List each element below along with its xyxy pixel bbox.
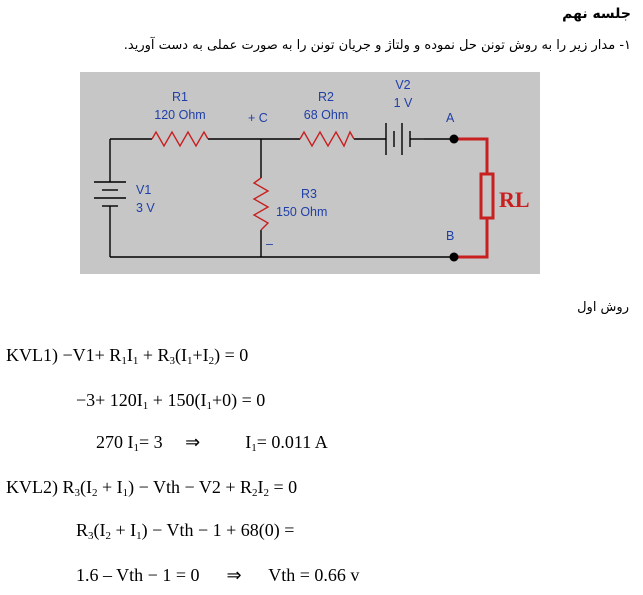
equation-kvl1: $KVL1) -V1+ R_1I_1 + R_3(I_1+I_2) = 0$ [6,345,249,367]
node-a-label: A [446,111,455,125]
equation-kvl1-substituted: $-3+ 120I_1 + 150(I_1+0) = 0$ [76,390,266,412]
kvl2-label: KVL2) [6,477,58,497]
load-label: RL [499,187,530,212]
kvl1-label: KVL1) [6,345,58,365]
node-b-dot [450,253,459,262]
circuit-diagram [80,72,540,274]
r3-name-label: R3 [301,187,317,201]
r2-name-label: R2 [318,90,334,104]
r2-value-label: 68 Ohm [303,108,349,122]
method-title: روش اول [577,300,629,315]
equation-solve-i1: 270 $I_1= 3$ ⇒ $I_1= 0.011$ A [96,432,328,454]
v1-value-label: 3 V [136,201,155,215]
v2-name-label: V2 [395,78,411,92]
equation-kvl2: KVL2) $R_3(I_2 + I_1)$ − Vth − $V2 + R_2I_2 = 0$ [6,477,298,499]
question-text: ۱- مدار زیر را به روش تونن حل نموده و ولتاژ و جریان تونن را به صورت عملی به دست آورید. [123,38,631,53]
r3-value-label: 150 Ohm [276,205,328,219]
solution-i1: $I_1= 0.011$ A [245,432,328,454]
v2-value-label: 1 V [393,96,413,110]
circuit-panel [80,72,540,274]
node-b-label: B [446,229,455,243]
solution-vth: Vth = 0.66 v [268,565,360,585]
session-heading: جلسه نهم [562,6,631,22]
r1-value-label: 120 Ohm [154,108,206,122]
equation-solve-vth: 1.6 – Vth − 1 = 0 ⇒ Vth = 0.66 v [76,565,360,585]
minus-sign: – [266,237,273,251]
equation-kvl2-substituted: $R_3(I_2 + I_1)$ − Vth − 1 + 68(0) = [76,520,295,542]
node-a-dot [450,135,459,144]
v1-name-label: V1 [136,183,152,197]
r1-name-label: R1 [172,90,188,104]
node-c-label: + C [248,111,268,125]
